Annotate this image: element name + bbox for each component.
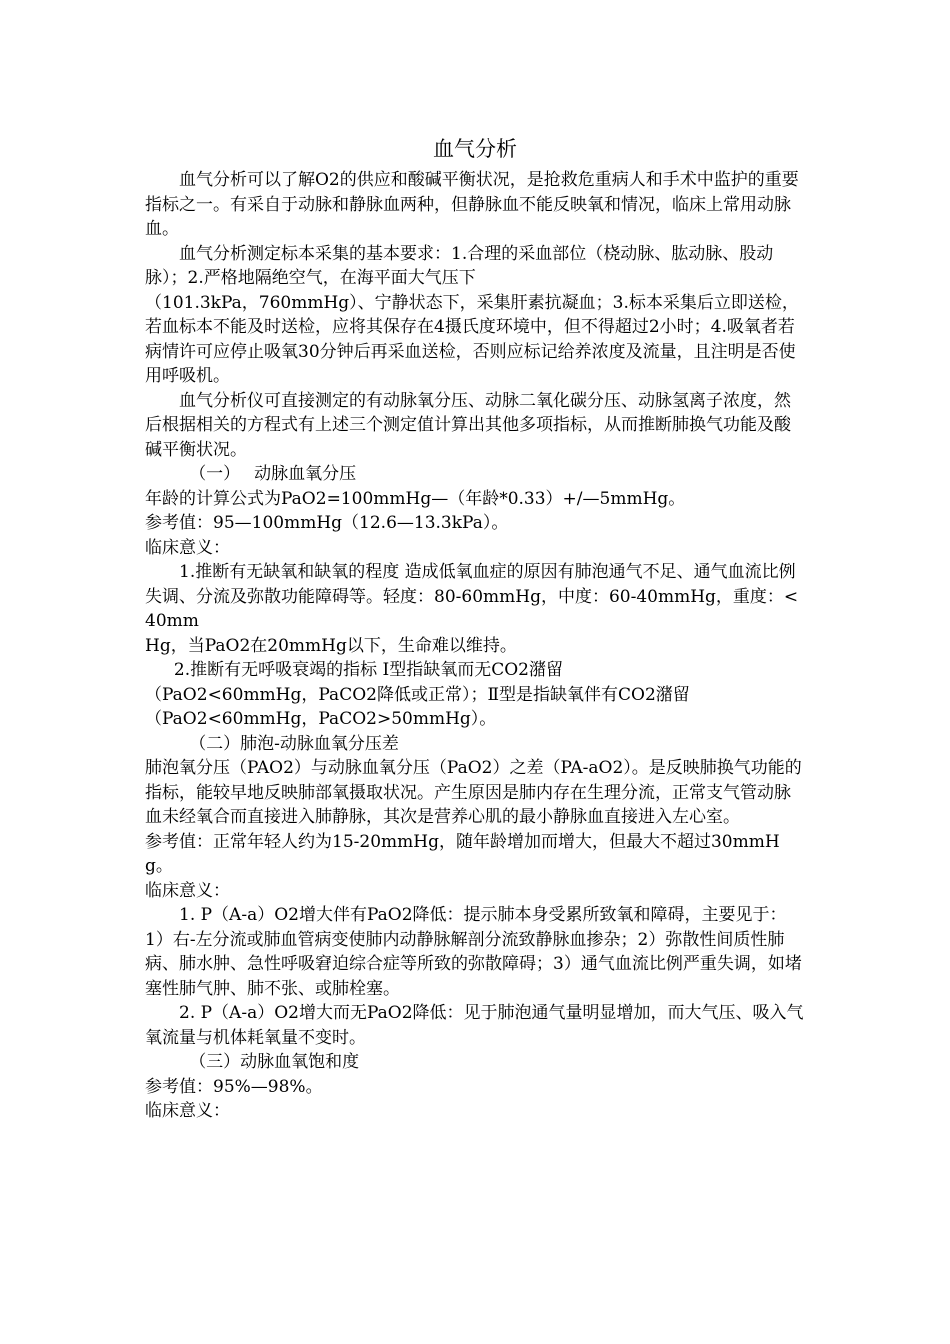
paragraph-intro: 血气分析可以了解O2的供应和酸碱平衡状况，是抢救危重病人和手术中监护的重要指标之一。有采自于动脉和静脉血两种，但静脉血不能反映氧和情况，临床上常用动脉血。 <box>145 170 799 239</box>
paragraph-clinical-label-2: 临床意义： <box>145 880 230 901</box>
paragraph-formula: 年龄的计算公式为PaO2=100mmHg—（年龄*0.33）+/—5mmHg。 <box>145 488 686 509</box>
paragraph-reference-3: 参考值：95%—98%。 <box>145 1076 323 1097</box>
paragraph-gradient-increase-2: 2. P（A-a）O2增大而无PaO2降低：见于肺泡通气量明显增加，而大气压、吸入气氧流量与机体耗氧量不变时。 <box>145 1003 804 1048</box>
section-heading-3: （三）动脉血氧饱和度 <box>189 1052 360 1072</box>
document-title: 血气分析 <box>433 137 517 161</box>
paragraph-gradient-increase-1: 1. P（A-a）O2增大伴有PaO2降低：提示肺本身受累所致氧和障碍，主要见于：1）右-左分流或肺血管病变使肺内动静脉解剖分流致静脉血掺杂；2）弥散性间质性肺病、肺水肿、急性呼吸窘迫综合症等所致的弥散障碍；3）通气血流比例严重失调，如堵塞性肺气肿、肺不张、或肺栓塞。 <box>145 905 802 999</box>
paragraph-sampling-details: （101.3kPa，760mmHg）、宁静状态下，采集肝素抗凝血；3.标本采集后立即送检，若血标本不能及时送检，应将其保存在4摄氏度环境中，但不得超过2小时；4.吸氧者若病情许可应停止吸氧30分钟后再采血送检，否则应标记给养浓度及流量，且注明是否使用呼吸机。 <box>145 292 799 386</box>
paragraph-analyzer: 血气分析仪可直接测定的有动脉氧分压、动脉二氧化碳分压、动脉氢离子浓度，然后根据相关的方程式有上述三个测定值计算出其他多项指标，从而推断肺换气功能及酸碱平衡状况。 <box>145 390 791 460</box>
paragraph-respiratory-failure: 2.推断有无呼吸衰竭的指标 Ⅰ型指缺氧而无CO2潴留 <box>173 660 563 680</box>
paragraph-reference-2: 参考值：正常年轻人约为15-20mmHg，随年龄增加而增大，但最大不超过30mmHg。 <box>145 831 780 876</box>
paragraph-hypoxia-degree: 1.推断有无缺氧和缺氧的程度 造成低氧血症的原因有肺泡通气不足、通气血流比例失调、分流及弥散功能障碍等。轻度：80-60mmHg，中度：60-40mmHg，重度：<40mm <box>145 562 799 631</box>
paragraph-type-2: （PaO2<60mmHg，PaCO2>50mmHg）。 <box>145 709 497 729</box>
paragraph-type-1: （PaO2<60mmHg，PaCO2降低或正常）；Ⅱ型是指缺氧伴有CO2潴留 <box>145 684 690 705</box>
section-heading-1: （一） 动脉血氧分压 <box>189 464 357 484</box>
section-heading-2: （二）肺泡-动脉血氧分压差 <box>189 733 399 754</box>
paragraph-hypoxia-limit: Hg，当PaO2在20mmHg以下，生命难以维持。 <box>145 635 517 656</box>
document-body <box>145 168 805 1124</box>
paragraph-reference-1: 参考值：95—100mmHg（12.6—13.3kPa）。 <box>145 513 509 533</box>
document-page <box>145 130 805 1124</box>
paragraph-clinical-label-1: 临床意义： <box>145 537 230 558</box>
paragraph-sampling-requirements: 血气分析测定标本采集的基本要求：1.合理的采血部位（桡动脉、肱动脉、股动脉）；2.严格地隔绝空气，在海平面大气压下 <box>145 243 774 288</box>
paragraph-clinical-label-3: 临床意义： <box>145 1101 230 1121</box>
paragraph-gradient-definition: 肺泡氧分压（PAO2）与动脉血氧分压（PaO2）之差（PA-aO2）。是反映肺换气功能的指标，能较早地反映肺部氧摄取状况。产生原因是肺内存在生理分流，正常支气管动脉血未经氧合而直接进入肺静脉，其次是营养心肌的最小静脉血直接进入左心室。 <box>145 758 802 827</box>
